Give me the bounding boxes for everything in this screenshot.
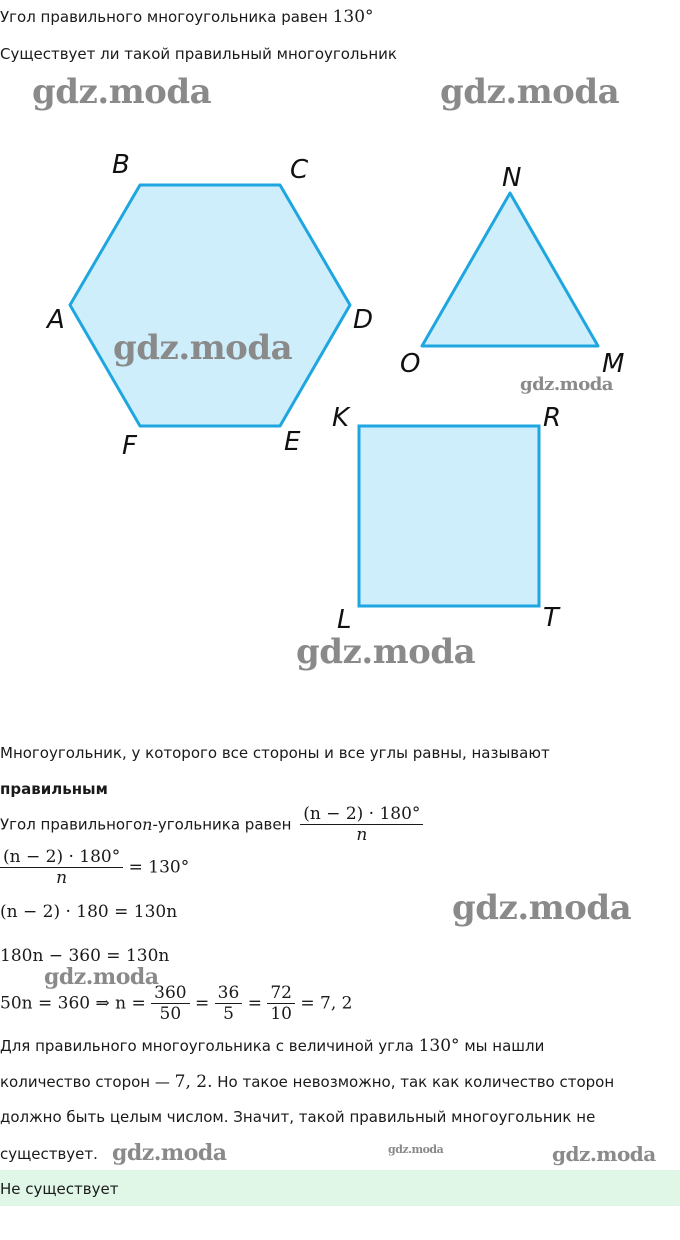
polygons-figure xyxy=(0,140,680,680)
fraction-denominator: n xyxy=(56,868,68,888)
vertex-label-r: R xyxy=(543,403,562,433)
equation-4-lhs: 50n = 360 ⇒ n = xyxy=(0,993,146,1014)
vertex-label-c: C xyxy=(290,155,309,185)
conclusion-line-3: должно быть целым числом. Значит, такой правильный многоугольник не xyxy=(0,1108,596,1126)
triangle-shape xyxy=(422,193,598,346)
fraction-numerator: (n − 2) · 180° xyxy=(300,804,423,825)
conclusion-line-1 xyxy=(0,1036,544,1056)
vertex-label-n: N xyxy=(502,163,522,193)
vertex-label-l: L xyxy=(337,605,352,635)
problem-line-2: Существует ли такой правильный многоугольник xyxy=(0,45,397,63)
fraction-numerator: 72 xyxy=(267,983,295,1004)
problem-line-1 xyxy=(0,7,374,27)
vertex-label-b: B xyxy=(112,150,130,180)
definition-text: Многоугольник, у которого все стороны и все углы равны, называют xyxy=(0,744,550,762)
fraction-denominator: 5 xyxy=(223,1004,234,1024)
hexagon-shape xyxy=(70,185,350,426)
fraction-denominator: n xyxy=(356,825,368,845)
vertex-label-m: M xyxy=(602,349,625,379)
conclusion-text: Но такое невозможно, так как количество сторон xyxy=(217,1073,615,1091)
watermark-logo: gdz.moda xyxy=(44,964,159,990)
definition-bold: правильным xyxy=(0,780,108,798)
conclusion-line-2 xyxy=(0,1072,614,1092)
formula-intro-suffix: -угольника равен xyxy=(152,815,292,834)
vertex-label-o: O xyxy=(400,349,421,379)
fraction-36-5 xyxy=(215,983,243,1024)
fraction-numerator: 360 xyxy=(151,983,189,1004)
equation-4-tail: = 7, 2 xyxy=(300,993,353,1014)
watermark-logo: gdz.moda xyxy=(440,72,620,112)
problem-text: Угол правильного многоугольника равен xyxy=(0,8,328,26)
equation-3: 180n − 360 = 130n xyxy=(0,946,170,966)
equation-2: (n − 2) · 180 = 130n xyxy=(0,902,178,922)
square-shape xyxy=(359,426,539,606)
watermark-logo: gdz.moda xyxy=(32,72,212,112)
equals-sign: = xyxy=(195,993,210,1014)
fraction-numerator: (n − 2) · 180° xyxy=(0,847,123,868)
vertex-label-a: A xyxy=(47,305,65,335)
watermark-logo: gdz.moda xyxy=(113,328,293,368)
conclusion-text: мы нашли xyxy=(464,1037,545,1055)
angle-formula-fraction xyxy=(300,804,423,845)
angle-value: 130° xyxy=(418,1036,460,1056)
angle-value: 130° xyxy=(332,7,374,27)
fraction-72-10 xyxy=(267,983,295,1024)
equation-1-fraction xyxy=(0,847,123,888)
watermark-logo: gdz.moda xyxy=(296,632,476,672)
fraction-denominator: 50 xyxy=(159,1004,182,1024)
fraction-denominator: 10 xyxy=(270,1004,292,1024)
conclusion-text: количество сторон — xyxy=(0,1073,170,1091)
watermark-logo: gdz.moda xyxy=(452,888,632,928)
watermark-logo: gdz.moda xyxy=(112,1140,227,1166)
sides-value: 7, 2. xyxy=(174,1072,213,1092)
fraction-numerator: 36 xyxy=(215,983,243,1004)
watermark-logo: gdz.moda xyxy=(520,374,613,395)
formula-line xyxy=(0,804,423,845)
equation-4 xyxy=(0,983,353,1024)
fraction-360-50 xyxy=(151,983,189,1024)
equation-1-rhs: = 130° xyxy=(128,857,190,878)
formula-n: n xyxy=(142,815,153,834)
answer-box xyxy=(0,1170,680,1206)
equation-1 xyxy=(0,847,189,888)
equals-sign: = xyxy=(247,993,262,1014)
watermark-logo: gdz.moda xyxy=(552,1142,656,1166)
vertex-label-k: K xyxy=(332,403,350,433)
answer-text: Не существует xyxy=(0,1180,119,1198)
vertex-label-d: D xyxy=(353,305,374,335)
conclusion-line-4: существует. xyxy=(0,1145,98,1163)
formula-intro: Угол правильного xyxy=(0,815,143,834)
vertex-label-e: E xyxy=(284,427,301,457)
vertex-label-t: T xyxy=(543,603,559,633)
conclusion-text: Для правильного многоугольника с величиной угла xyxy=(0,1037,414,1055)
vertex-label-f: F xyxy=(122,431,137,461)
watermark-logo: gdz.moda xyxy=(388,1143,444,1156)
